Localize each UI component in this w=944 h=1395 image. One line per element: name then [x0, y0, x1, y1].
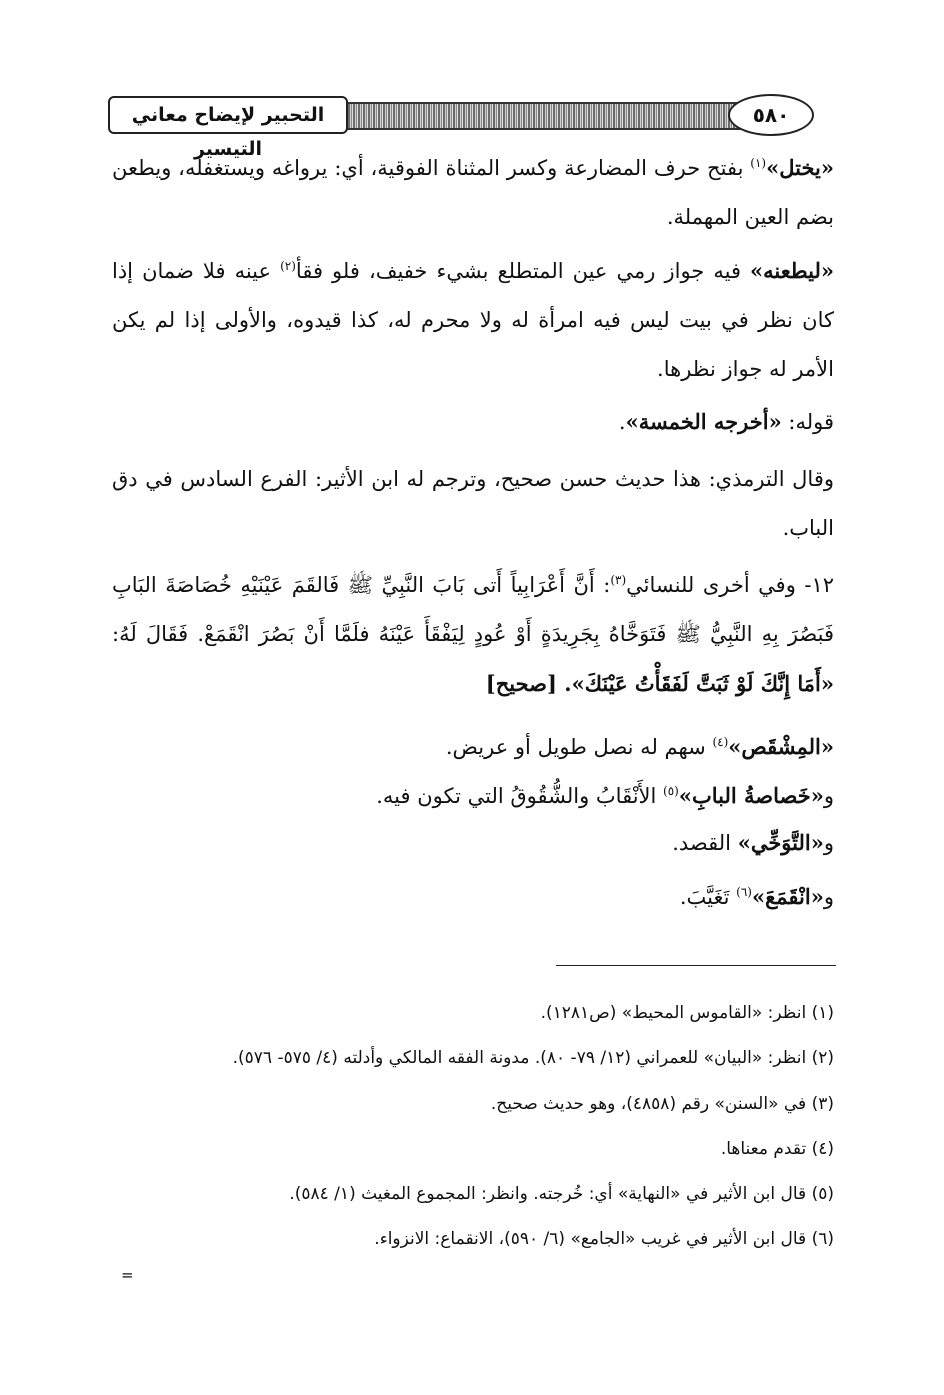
term-liyatanahu: «ليطعنه»: [750, 258, 834, 283]
book-title: التحبير لإيضاح معاني التيسير: [108, 96, 348, 134]
footnote-2: (٢) انظر: «البيان» للعمراني (١٢/ ٧٩- ٨٠). مدونة الفقه المالكي وأدلته (٤/ ٥٧٥- ٥٧٦).: [232, 1048, 834, 1068]
term-tawakhkhi: «التَّوَخِّي»: [737, 830, 824, 855]
term-yakhtal: «يختل»: [766, 155, 834, 180]
gloss-tawakhkhi: [672, 818, 834, 868]
hadith-12: [112, 556, 834, 709]
footnote-4: (٤) تقدم معناها.: [720, 1139, 834, 1159]
footnote-ref-2: (٢): [280, 259, 296, 273]
paragraph-tirmidhi: [112, 455, 834, 553]
paragraph-text: وقال الترمذي: هذا حديث حسن صحيح، وترجم له ابن الأثير: الفرع السادس في دق الباب.: [112, 467, 834, 540]
paragraph-liyatanahu: [112, 242, 834, 394]
gloss-text: و: [823, 831, 834, 855]
footnote-5: (٥) قال ابن الأثير في «النهاية» أي: خُرجته. وانظر: المجموع المغيث (١/ ٥٨٤).: [289, 1184, 834, 1204]
hadith-grade: . [صحيح]: [485, 671, 572, 696]
paragraph-qawluhu: [112, 397, 834, 447]
footnote-separator: [556, 965, 836, 966]
page-header: [108, 94, 828, 160]
gloss-khasasa: [376, 767, 834, 821]
margin-mark: =: [121, 1266, 134, 1284]
hadith-text: : أَنَّ أَعْرَابِياً أَتى بَابَ النَّبِيِّ ﷺ فَالقَمَ عَيْنَيْهِ خُصَاصَةَ البَابِ فَبَصُرَ بِهِ النَّبِيُّ ﷺ فَتَوَخَّاهُ بِجَرِيدَةٍ أَوْ عُودٍ لِيَفْقَأَ عَيْنَهُ فلَمَّا أَنْ بَصُرَ انْقَمَعْ. فَقَالَ لَهُ:: [112, 573, 834, 646]
footnote-3: (٣) في «السنن» رقم (٤٨٥٨)، وهو حديث صحيح.: [490, 1094, 834, 1114]
footnote-1: (١) انظر: «القاموس المحيط» (ص١٢٨١).: [540, 1003, 834, 1023]
header-decorative-band: [338, 102, 788, 130]
gloss-mishqas: [446, 718, 834, 772]
term-mishqas: «المِشْقَص»: [728, 734, 834, 759]
gloss-text: و: [823, 784, 834, 808]
footnote-ref-4: (٤): [712, 735, 729, 749]
footnote-ref-5: (٥): [663, 784, 679, 798]
term-akhrajahu: «أخرجه الخمسة»: [625, 409, 782, 434]
term-inqamaa: «انْقَمَعَ»: [751, 884, 824, 909]
paragraph-text: عينه فلا ضمان إذا كان نظر في بيت ليس فيه امرأة له ولا محرم له، كذا قيدوه، والأولى إذا لم يكن الأمر له جواز نظرها.: [112, 259, 834, 381]
paragraph-text: فيه جواز رمي عين المتطلع بشيء خفيف، فلو فقأ: [295, 259, 751, 283]
paragraph-text: .: [618, 410, 626, 434]
gloss-text: سهم له نصل طويل أو عريض.: [445, 735, 713, 759]
hadith-intro: ١٢- وفي أخرى للنسائي: [626, 573, 835, 597]
paragraph-text: بفتح حرف المضارعة وكسر المثناة الفوقية، أي: يرواغه ويستغفله، ويطعن بضم العين المهملة.: [112, 156, 834, 229]
gloss-text: تَغَيَّبَ.: [679, 885, 737, 909]
paragraph-text: قوله:: [781, 410, 834, 434]
footnote-ref-6: (٦): [736, 885, 752, 899]
term-khasasa: «خَصاصةُ البابِ»: [678, 783, 824, 808]
hadith-quote: «أَمَا إِنَّكَ لَوْ ثَبَتَّ لَفَقَأْتُ عَيْنَكَ»: [571, 671, 834, 696]
footnote-ref-1: (١): [750, 156, 767, 170]
gloss-text: الأَنْقَابُ والشُّقُوقُ التي تكون فيه.: [376, 784, 664, 808]
gloss-text: القصد.: [672, 831, 738, 855]
gloss-inqamaa: [680, 868, 834, 922]
gloss-text: و: [823, 885, 834, 909]
footnote-ref-3: (٣): [610, 573, 627, 587]
page-number: ٥٨٠: [728, 94, 814, 136]
paragraph-yakhtal: [112, 139, 834, 242]
footnote-6: (٦) قال ابن الأثير في غريب «الجامع» (٦/ ٥٩٠)، الانقماع: الانزواء.: [374, 1229, 834, 1249]
